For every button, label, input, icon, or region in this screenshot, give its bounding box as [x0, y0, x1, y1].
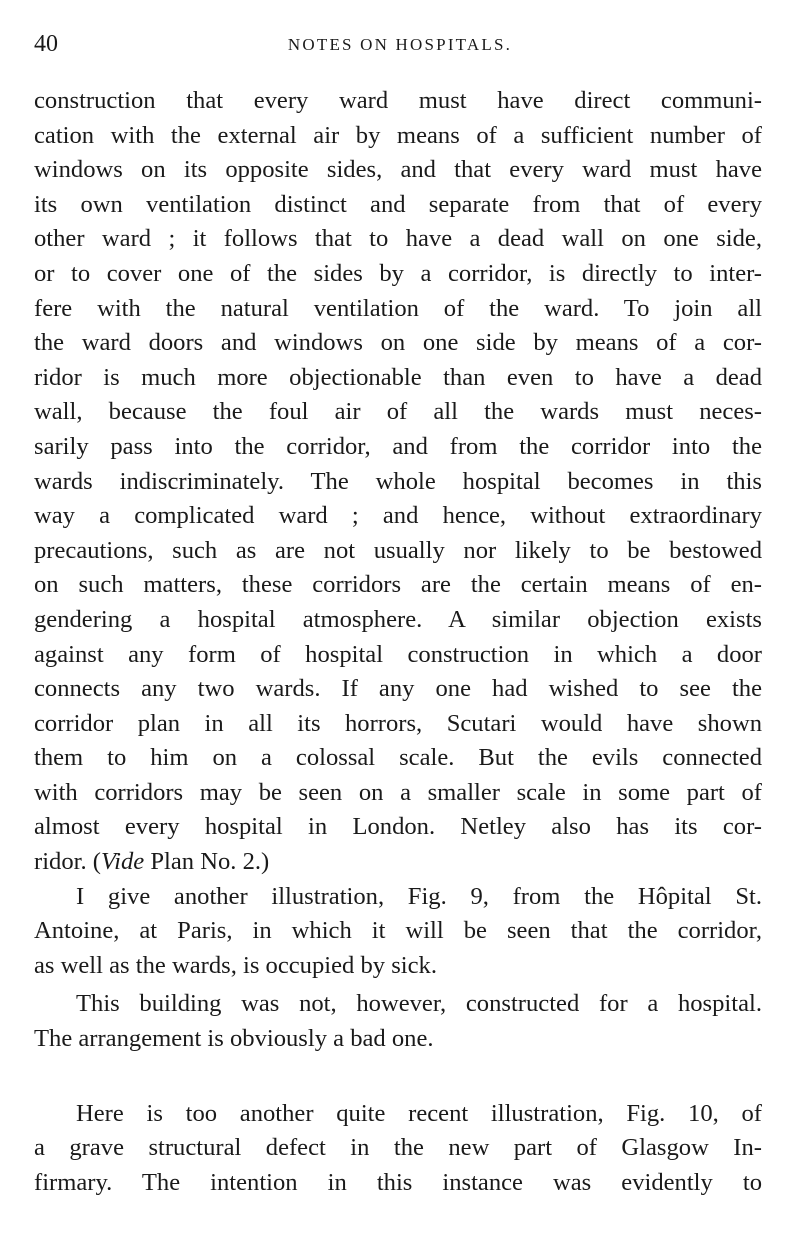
text-line: fere with the natural ventilation of the ward. To join all [34, 294, 762, 322]
text-line: sarily pass into the corridor, and from the corridor into the [34, 432, 762, 460]
paragraph-glasgow-infirmary [34, 1097, 762, 1201]
text-line: gendering a hospital atmosphere. A similar objection exists [34, 605, 762, 633]
text-line: wards indiscriminately. The whole hospital becomes in this [34, 467, 762, 495]
text-line: a grave structural defect in the new part of Glasgow In- [34, 1134, 762, 1162]
text-line: windows on its opposite sides, and that every ward must have [34, 156, 762, 184]
text-line: Antoine, at Paris, in which it will be seen that the corridor, [34, 917, 762, 945]
text-line: cation with the external air by means of a sufficient number of [34, 121, 762, 149]
text-line: precautions, such as are not usually nor likely to be bestowed [34, 536, 762, 564]
text-line: wall, because the foul air of all the wards must neces- [34, 398, 762, 426]
running-title: NOTES ON HOSPITALS. [287, 35, 513, 54]
text-line: I give another illustration, Fig. 9, from the Hôpital St. [76, 882, 762, 910]
text-line: connects any two wards. If any one had wished to see the [34, 675, 762, 703]
text-line: way a complicated ward ; and hence, without extraordinary [34, 502, 762, 530]
text-line: with corridors may be seen on a smaller scale in some part of [34, 778, 762, 806]
text-line: them to him on a colossal scale. But the evils connected [34, 744, 762, 772]
text-line: as well as the wards, is occupied by sick. [34, 951, 437, 979]
text-line: construction that every ward must have direct communi- [34, 87, 762, 114]
text-line: against any form of hospital construction in which a door [34, 640, 762, 668]
text-line: This building was not, however, constructed for a hospital. [76, 990, 762, 1018]
paragraph-building-note [34, 987, 762, 1056]
text-line-last [34, 845, 762, 880]
italic-vide: Vide [100, 848, 145, 876]
text-line: The arrangement is obviously a bad one. [34, 1025, 434, 1053]
text-line: almost every hospital in London. Netley also has its cor- [34, 813, 762, 841]
text-line: the ward doors and windows on one side by means of a cor- [34, 329, 762, 357]
text-fragment: Plan No. 2.) [144, 848, 270, 876]
text-line: ridor is much more objectionable than even to have a dead [34, 363, 762, 391]
paragraph-gap [34, 1057, 762, 1097]
text-line: or to cover one of the sides by a corridor, is directly to inter- [34, 259, 762, 287]
page-number: 40 [34, 31, 58, 57]
text-line: Here is too another quite recent illustration, Fig. 10, of [76, 1099, 762, 1127]
text-fragment: ridor. ( [34, 848, 101, 876]
text-line: firmary. The intention in this instance was evidently to [34, 1168, 762, 1196]
text-line: other ward ; it follows that to have a dead wall on one side, [34, 225, 762, 253]
paragraph-corridor-ventilation [34, 84, 762, 880]
text-line: its own ventilation distinct and separate from that of every [34, 190, 762, 218]
text-line: corridor plan in all its horrors, Scutari would have shown [34, 709, 762, 737]
paragraph-hopital-st-antoine [34, 880, 762, 984]
text-line: on such matters, these corridors are the certain means of en- [34, 571, 762, 599]
body-text [34, 84, 762, 1200]
